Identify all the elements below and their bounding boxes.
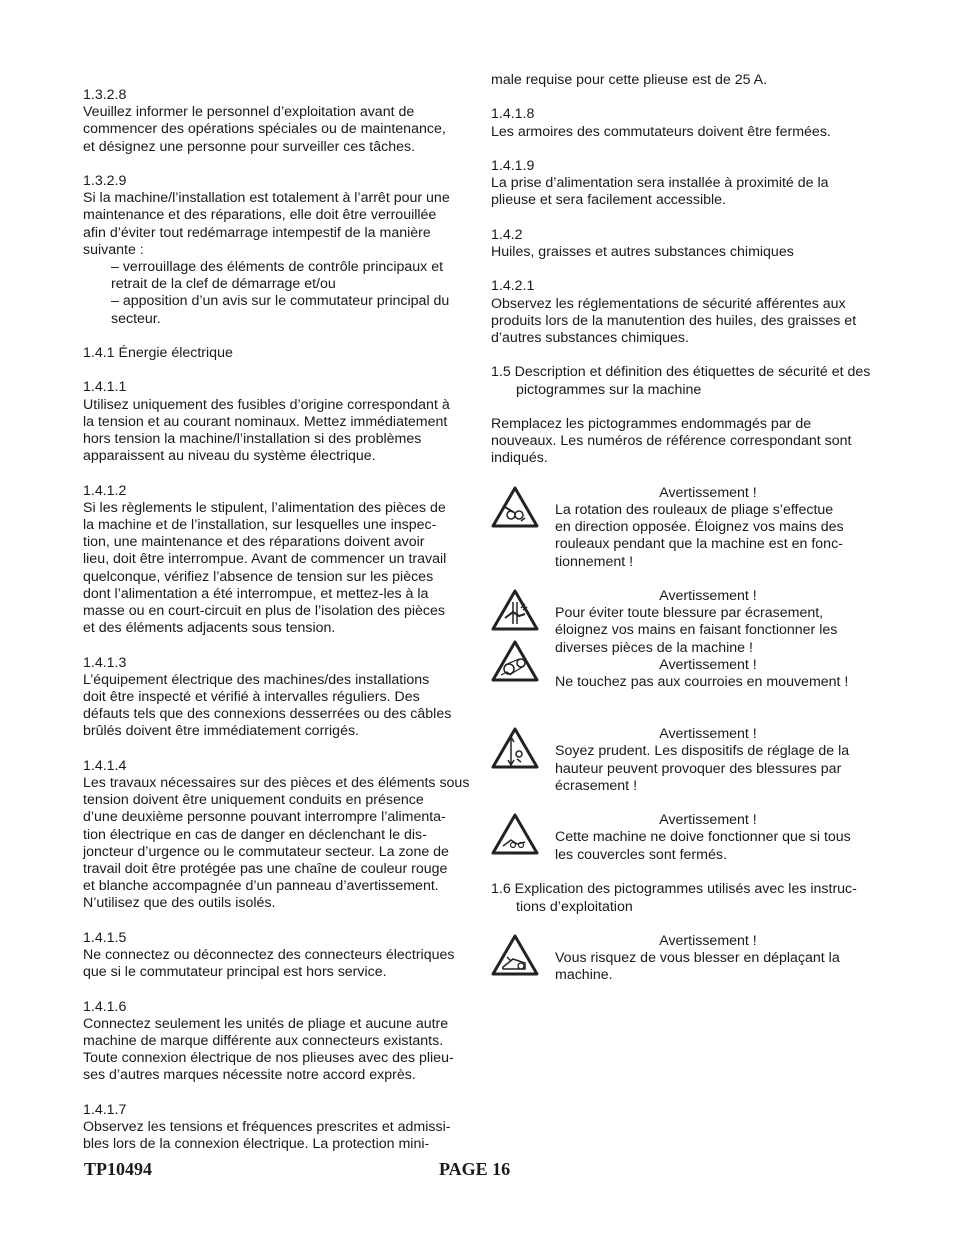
section-text: Utilisez uniquement des fusibles d’origine correspondant à la tension et au courant nominaux. Mettez immédiatement hors tension la machine/l’installation si des problèmes apparaissent au niveau du système électrique. <box>83 396 450 465</box>
section-number: 1.3.2.9 <box>83 173 127 189</box>
continuation-text <box>491 72 871 89</box>
section-number: 1.4.1.1 <box>83 379 127 396</box>
warning-title: Avertissement ! <box>659 812 757 829</box>
section-1-3-2-9 <box>83 173 471 328</box>
section-number: 1.3.2.8 <box>83 87 127 103</box>
section-heading-display: 1.6 Explication des pictogrammes utilisés avec les instruc- tions d’exploitation <box>491 881 857 915</box>
section-text: Connectez seulement les unités de pliage et aucune autre machine de marque différente aux connecteurs existants. Toute connexion électrique de nos plieuses avec des plieu- ses d’autres marques nécessite notre accord exprès. <box>83 1015 454 1084</box>
section-1-4-1-2 <box>83 483 471 638</box>
list-item: – apposition d’un avis sur le commutateur principal du secteur. <box>111 293 450 327</box>
section-1-4-1-4 <box>83 758 471 913</box>
section-heading: 1.4.1 Énergie électrique <box>83 345 233 362</box>
section-number: 1.4.1.5 <box>83 929 127 946</box>
section-text: Remplacez les pictogrammes endommagés par de nouveaux. Les numéros de référence correspondant sont indiqués. <box>491 415 852 467</box>
warning-crushing-hand <box>491 588 871 657</box>
section-number: 1.4.1.7 <box>83 1101 127 1118</box>
section-text: Huiles, graisses et autres substances chimiques <box>491 243 794 260</box>
section-1-4-1-1 <box>83 379 471 465</box>
section-1-4-1-7 <box>83 1102 471 1154</box>
section-text: Ne connectez ou déconnectez des connecteurs électriques que si le commutateur principal est hors service. <box>83 947 455 981</box>
left-column <box>83 87 471 1171</box>
section-1-4-2 <box>491 227 871 261</box>
heading-1-5 <box>491 364 871 398</box>
warning-text: Vous risquez de vous blesser en déplaçant la machine. <box>555 950 840 984</box>
moving-machine-warning-icon <box>491 933 539 977</box>
warning-text: Pour éviter toute blessure par écrasement, éloignez vos mains en faisant fonctionner les diverses pièces de la machine ! <box>555 605 838 656</box>
section-1-4-1-6 <box>83 999 471 1085</box>
warning-rotating-rollers <box>491 485 871 571</box>
warning-title: Avertissement ! <box>659 587 757 604</box>
section-text: Si la machine/l’installation est totalement à l’arrêt pour une maintenance et des réparations, elle doit être verrouillée afin d’éviter tout redémarrage intempestif de la manière suivante : <box>83 190 450 258</box>
height-adjustment-warning-icon <box>491 726 539 770</box>
section-number: 1.4.2.1 <box>491 278 535 295</box>
covers-closed-warning-icon <box>491 812 539 856</box>
crushing-hand-warning-icon <box>491 588 539 632</box>
section-1-4-2-1 <box>491 278 871 347</box>
section-text: La prise d’alimentation sera installée à proximité de la plieuse et sera facilement accessible. <box>491 175 829 209</box>
section-1-4-1-8 <box>491 106 871 140</box>
document-id: TP10494 <box>84 1159 153 1179</box>
section-number: 1.4.1.2 <box>83 482 127 499</box>
warning-title: Avertissement ! <box>659 932 757 949</box>
section-number: 1.4.1.4 <box>83 757 127 774</box>
warning-title: Avertissement ! <box>659 484 757 501</box>
section-1-3-2-8 <box>83 87 471 156</box>
section-text: male requise pour cette plieuse est de 25 A. <box>491 72 768 88</box>
right-column <box>491 72 871 1002</box>
section-number: 1.4.1.9 <box>491 157 535 174</box>
rotating-rollers-warning-icon <box>491 485 539 529</box>
section-1-4-1-3 <box>83 655 471 741</box>
heading-1-4-1 <box>83 345 471 362</box>
heading-1-6 <box>491 881 871 915</box>
warning-text: La rotation des rouleaux de pliage s’effectue en direction opposée. Éloignez vos mains des rouleaux pendant que la machine est en fonc- tionnement ! <box>555 501 844 570</box>
section-1-4-1-9 <box>491 158 871 210</box>
section-text: Observez les réglementations de sécurité afférentes aux produits lors de la manutention des huiles, des graisses et d’autres substances chimiques. <box>491 295 857 346</box>
warning-title: Avertissement ! <box>659 726 757 743</box>
page-number: PAGE 16 <box>439 1159 511 1179</box>
section-text: Observez les tensions et fréquences prescrites et admissi- bles lors de la connexion électrique. La protection mini- <box>83 1119 451 1153</box>
warning-text: Soyez prudent. Les dispositifs de réglage de la hauteur peuvent provoquer des blessures par écrasement ! <box>555 743 850 794</box>
warning-covers-closed <box>491 812 871 864</box>
section-number: 1.4.1.3 <box>83 654 127 671</box>
warning-height-adjustment <box>491 726 871 795</box>
section-number: 1.4.2 <box>491 226 523 243</box>
warning-text: Cette machine ne doive fonctionner que si tous les couvercles sont fermés. <box>555 829 851 863</box>
warning-text: Ne touchez pas aux courroies en mouvement ! <box>555 674 849 691</box>
intro-1-5 <box>491 416 871 468</box>
section-heading: 1.5 Description et définition des étiquettes de sécurité et des pictogrammes sur la machine <box>491 364 871 398</box>
warning-title: Avertissement ! <box>659 656 757 673</box>
section-number: 1.4.1.8 <box>491 106 535 123</box>
section-text: Les travaux nécessaires sur des pièces et des éléments sous tension doivent être uniquement conduits en présence d’une deuxième personne pouvant interrompre l’alimenta- tion électrique en cas de danger en déclenchant le dis- joncteur d’urgence ou le commutateur secteur. La zone de travail doit être protégée pas une chaîne de couleur rouge et blanche accompagnée d’un panneau d’avertissement. N’utilisez que des outils isolés. <box>83 775 470 912</box>
section-text: L’équipement électrique des machines/des installations doit être inspecté et vérifié à intervalles réguliers. Des défauts tels que des connexions desserrées ou des câbles brûlés doivent être immédiatement corrigés. <box>83 671 452 740</box>
moving-belts-warning-icon <box>491 639 539 683</box>
warning-moving-machine <box>491 933 871 985</box>
section-text: Les armoires des commutateurs doivent être fermées. <box>491 123 831 140</box>
section-number: 1.4.1.6 <box>83 998 127 1015</box>
list-item: – verrouillage des éléments de contrôle principaux et retrait de la clef de démarrage et/ou <box>111 259 444 293</box>
section-text: Veuillez informer le personnel d’exploitation avant de commencer des opérations spéciales ou de maintenance, et désignez une personne pour surveiller ces tâches. <box>83 104 446 155</box>
section-text: Si les règlements le stipulent, l’alimentation des pièces de la machine et de l’installation, sur lesquelles une inspec- tion, une maintenance et des réparations doivent avoir lieu, doit être interrompue. Avant de commencer un travail quelconque, vérifiez l’absence de tension sur les pièces dont l’alimentation a été interrompue, et mettez-les à la masse ou en court-circuit en plus de l’isolation des pièces et des éléments adjacents sous tension. <box>83 499 447 637</box>
warning-moving-belts <box>491 657 871 709</box>
section-1-4-1-5 <box>83 930 471 982</box>
